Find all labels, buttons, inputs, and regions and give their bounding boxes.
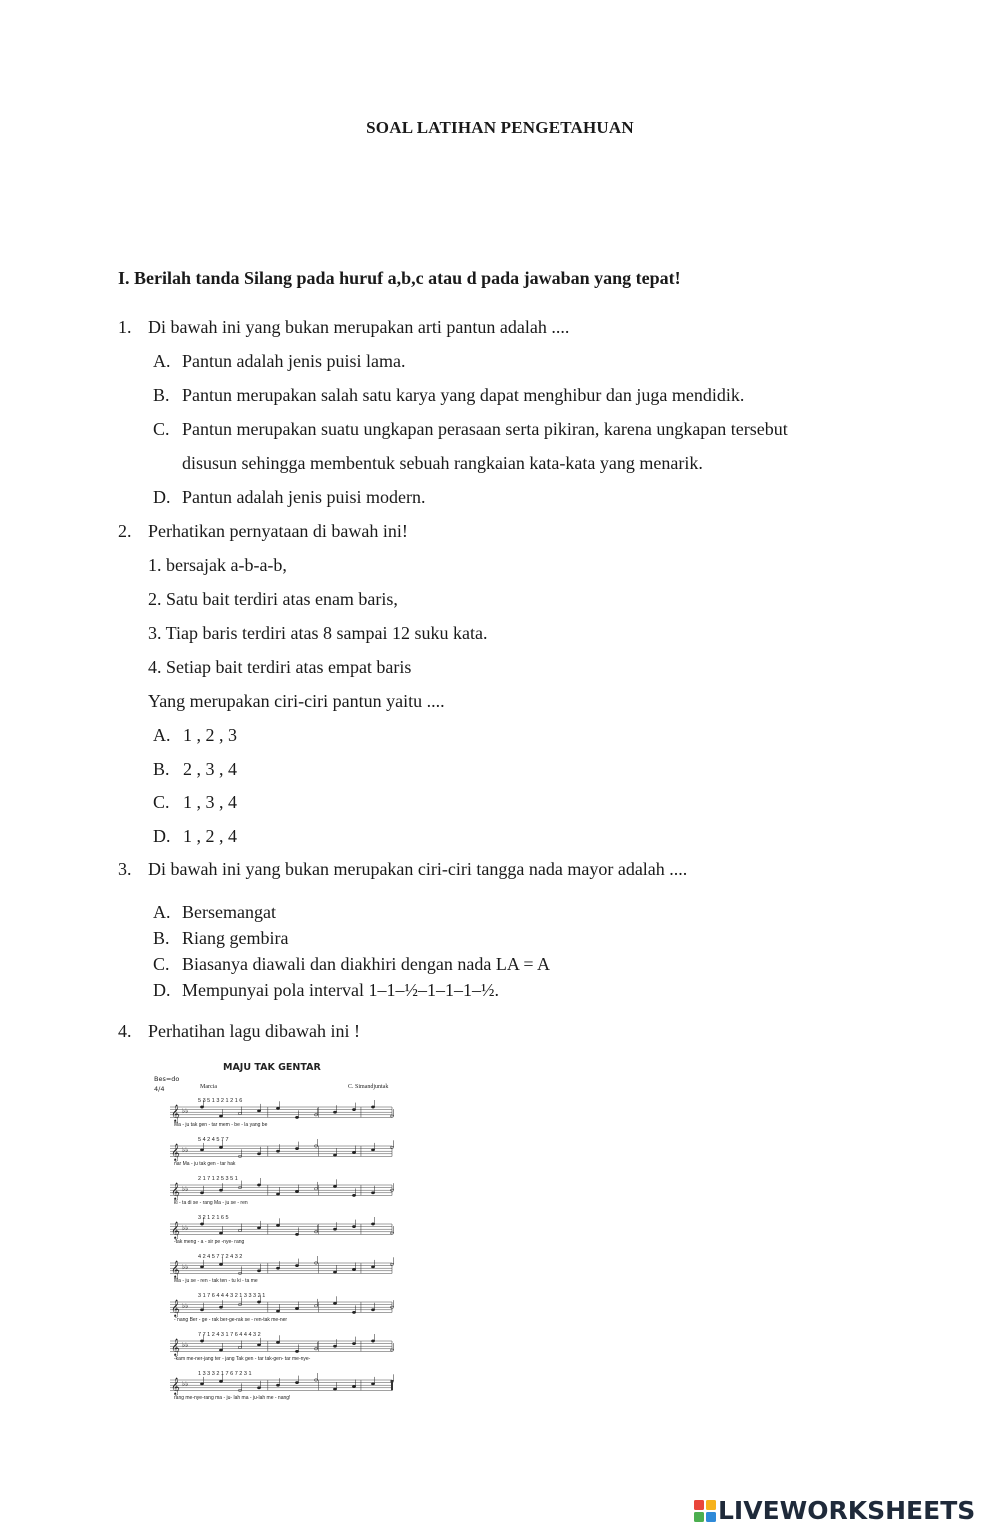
treble-clef-icon: 𝄞 bbox=[171, 1143, 180, 1161]
q2-option-letter[interactable]: C. bbox=[153, 792, 170, 812]
note-head bbox=[219, 1380, 222, 1382]
note-head bbox=[295, 1307, 298, 1309]
q2-option-letter[interactable]: D. bbox=[153, 826, 171, 846]
q1-text: Di bawah ini yang bukan merupakan arti pantun adalah .... bbox=[148, 317, 570, 337]
treble-clef-icon: 𝄞 bbox=[171, 1260, 180, 1278]
q3-option-letter[interactable]: B. bbox=[153, 928, 170, 948]
q3-option-letter[interactable]: A. bbox=[153, 902, 171, 922]
note-head bbox=[314, 1188, 317, 1190]
q1-option-text: Pantun adalah jenis puisi lama. bbox=[182, 351, 406, 371]
sheet-music bbox=[148, 1055, 398, 1415]
treble-clef-icon: 𝄞 bbox=[171, 1182, 180, 1200]
staff-lyrics: Ma - ju tak gen - tar mem - be - la yang be bbox=[174, 1122, 268, 1128]
note-head bbox=[219, 1349, 222, 1351]
note-head bbox=[333, 1345, 336, 1347]
flat-icon: ♭♭ bbox=[182, 1224, 189, 1232]
q2-statement: 1. bersajak a-b-a-b, bbox=[148, 555, 287, 575]
note-head bbox=[333, 1228, 336, 1230]
note-head bbox=[257, 1301, 260, 1303]
note-head bbox=[276, 1341, 279, 1343]
q2-statement: 4. Setiap bait terdiri atas empat baris bbox=[148, 657, 412, 677]
note-head bbox=[257, 1387, 260, 1389]
note-head bbox=[295, 1116, 298, 1118]
note-head bbox=[276, 1193, 279, 1195]
q3-option-text: Riang gembira bbox=[182, 928, 289, 948]
note-head bbox=[371, 1149, 374, 1151]
staff-lyrics: - nang Ber - ge - rak ber-ge-rak se - ren-tak me-ner bbox=[174, 1317, 288, 1323]
q3-number: 3. bbox=[118, 859, 132, 879]
q2-option-text: 1 , 2 , 3 bbox=[183, 725, 237, 745]
staff-numbers: 2 1 7 1 2 5 3 5 1 bbox=[198, 1176, 238, 1182]
q3-option-text: Biasanya diawali dan diakhiri dengan nada LA = A bbox=[182, 954, 551, 974]
q2-option-text: 1 , 3 , 4 bbox=[183, 792, 237, 812]
staff-numbers: 5 3 5 1 3 2 1 2 1 6 bbox=[198, 1098, 243, 1104]
q3-text: Di bawah ini yang bukan merupakan ciri-ciri tangga nada mayor adalah .... bbox=[148, 859, 688, 879]
note-head bbox=[257, 1270, 260, 1272]
staff-lyrics: rang me-nye-rang ma - ju- lah ma - ju-lah me - nang! bbox=[174, 1395, 291, 1401]
staff-row bbox=[170, 1215, 394, 1245]
song-key: Bes=do bbox=[154, 1075, 180, 1083]
staff-numbers: 7 7 1 2 4 3 1 7 6 4 4 4 3 2 bbox=[198, 1332, 261, 1338]
q3-option-text: Bersemangat bbox=[182, 902, 276, 922]
q2-prompt: Yang merupakan ciri-ciri pantun yaitu .... bbox=[148, 691, 445, 711]
note-head bbox=[200, 1106, 203, 1108]
q2-option-letter[interactable]: B. bbox=[153, 759, 170, 779]
staves bbox=[170, 1098, 394, 1401]
note-head bbox=[352, 1151, 355, 1153]
staff-lyrics: ki - ta di se - rang Ma - ju se - ren bbox=[174, 1200, 248, 1206]
page-title: SOAL LATIHAN PENGETAHUAN bbox=[366, 118, 634, 137]
note-head bbox=[333, 1111, 336, 1113]
staff-numbers: 5 4 2 4 5 7 7 bbox=[198, 1137, 229, 1143]
song-tempo: Marcia bbox=[200, 1084, 217, 1090]
liveworksheets-logo-icon bbox=[693, 1499, 717, 1523]
staff-row bbox=[170, 1371, 394, 1401]
note-head bbox=[352, 1311, 355, 1313]
q1-option-letter[interactable]: A. bbox=[153, 351, 171, 371]
note-head bbox=[238, 1229, 241, 1231]
staff-numbers: 1 3 3 3 2 1 7 6 7 2 3 1 bbox=[198, 1371, 252, 1377]
q2-statement: 3. Tiap baris terdiri atas 8 sampai 12 suku kata. bbox=[148, 623, 488, 643]
staff-lyrics: nar Ma - ju tak gen - tar hak bbox=[174, 1161, 236, 1167]
treble-clef-icon: 𝄞 bbox=[171, 1104, 180, 1122]
note-head bbox=[371, 1106, 374, 1108]
q2-statement: 2. Satu bait terdiri atas enam baris, bbox=[148, 589, 398, 609]
q3-option-text: Mempunyai pola interval 1–1–½–1–1–1–½. bbox=[182, 980, 499, 1000]
q2-option-text: 2 , 3 , 4 bbox=[183, 759, 237, 779]
staff-numbers: 3 1 7 6 4 4 4 3 2 1 3 3 3 2 1 bbox=[198, 1293, 266, 1299]
note-head bbox=[352, 1108, 355, 1110]
note-head bbox=[333, 1271, 336, 1273]
note-head bbox=[200, 1192, 203, 1194]
staff-numbers: 4 2 4 5 7 7 2 4 3 2 bbox=[198, 1254, 243, 1260]
note-head bbox=[219, 1306, 222, 1308]
q1-option-letter[interactable]: B. bbox=[153, 385, 170, 405]
q2-option-letter[interactable]: A. bbox=[153, 725, 171, 745]
flat-icon: ♭♭ bbox=[182, 1146, 189, 1154]
note-head bbox=[333, 1302, 336, 1304]
note-head bbox=[219, 1189, 222, 1191]
q1-number: 1. bbox=[118, 317, 132, 337]
flat-icon: ♭♭ bbox=[182, 1107, 189, 1115]
q1-option-letter[interactable]: D. bbox=[153, 487, 171, 507]
q3-option-letter[interactable]: C. bbox=[153, 954, 170, 974]
staff-row bbox=[170, 1098, 394, 1128]
q2-number: 2. bbox=[118, 521, 132, 541]
flat-icon: ♭♭ bbox=[182, 1263, 189, 1271]
staff-row bbox=[170, 1254, 394, 1284]
liveworksheets-logo-text: LIVEWORKSHEETS bbox=[718, 1496, 976, 1525]
q3-option-letter[interactable]: D. bbox=[153, 980, 171, 1000]
note-head bbox=[295, 1350, 298, 1352]
note-head bbox=[371, 1383, 374, 1385]
flat-icon: ♭♭ bbox=[182, 1185, 189, 1193]
note-head bbox=[352, 1385, 355, 1387]
note-head bbox=[295, 1381, 298, 1383]
note-head bbox=[219, 1146, 222, 1148]
note-head bbox=[200, 1223, 203, 1225]
note-head bbox=[371, 1309, 374, 1311]
note-head bbox=[219, 1232, 222, 1234]
song-composer: C. Simandjuntak bbox=[348, 1084, 389, 1090]
note-head bbox=[295, 1190, 298, 1192]
note-head bbox=[276, 1107, 279, 1109]
note-head bbox=[276, 1267, 279, 1269]
q4-text: Perhatihan lagu dibawah ini ! bbox=[148, 1021, 360, 1041]
note-head bbox=[257, 1227, 260, 1229]
treble-clef-icon: 𝄞 bbox=[171, 1338, 180, 1356]
note-head bbox=[333, 1154, 336, 1156]
note-head bbox=[295, 1264, 298, 1266]
note-head bbox=[352, 1225, 355, 1227]
note-head bbox=[371, 1266, 374, 1268]
treble-clef-icon: 𝄞 bbox=[171, 1377, 180, 1395]
note-head bbox=[295, 1233, 298, 1235]
note-head bbox=[257, 1344, 260, 1346]
flat-icon: ♭♭ bbox=[182, 1341, 189, 1349]
staff-row bbox=[170, 1176, 394, 1206]
staff-numbers: 3 2 1 2 1 6 5 bbox=[198, 1215, 229, 1221]
note-head bbox=[200, 1149, 203, 1151]
q4-number: 4. bbox=[118, 1021, 132, 1041]
q1-option-text-cont: disusun sehingga membentuk sebuah rangkaian kata-kata yang menarik. bbox=[182, 453, 703, 473]
instruction: I. Berilah tanda Silang pada huruf a,b,c atau d pada jawaban yang tepat! bbox=[118, 268, 681, 288]
note-head bbox=[200, 1383, 203, 1385]
note-head bbox=[371, 1223, 374, 1225]
note-head bbox=[333, 1388, 336, 1390]
note-head bbox=[352, 1268, 355, 1270]
q1-option-letter[interactable]: C. bbox=[153, 419, 170, 439]
note-head bbox=[200, 1309, 203, 1311]
staff-row bbox=[170, 1332, 394, 1362]
staff-row bbox=[170, 1293, 394, 1323]
note-head bbox=[238, 1112, 241, 1114]
note-head bbox=[219, 1263, 222, 1265]
staff-lyrics: -tak meng - a - sir pe -nye- rang bbox=[174, 1239, 245, 1245]
note-head bbox=[352, 1194, 355, 1196]
note-head bbox=[276, 1224, 279, 1226]
treble-clef-icon: 𝄞 bbox=[171, 1299, 180, 1317]
song-title: MAJU TAK GENTAR bbox=[223, 1062, 321, 1073]
sheet-music-score bbox=[148, 1055, 398, 1415]
note-head bbox=[371, 1340, 374, 1342]
note-head bbox=[314, 1305, 317, 1307]
staff-lyrics: -kam me-ner-jang ter - jang Tak gen - tar tak-gen- tar me-nye- bbox=[174, 1356, 311, 1362]
note-head bbox=[238, 1346, 241, 1348]
staff-lyrics: Ma - ju se - ren - tak ten - tu ki - ta me bbox=[174, 1278, 258, 1284]
note-head bbox=[276, 1384, 279, 1386]
q1-option-text: Pantun merupakan suatu ungkapan perasaan serta pikiran, karena ungkapan tersebut bbox=[182, 419, 788, 439]
note-head bbox=[276, 1150, 279, 1152]
note-head bbox=[276, 1310, 279, 1312]
note-head bbox=[200, 1340, 203, 1342]
q1-option-text: Pantun adalah jenis puisi modern. bbox=[182, 487, 426, 507]
note-head bbox=[257, 1153, 260, 1155]
treble-clef-icon: 𝄞 bbox=[171, 1221, 180, 1239]
note-head bbox=[333, 1185, 336, 1187]
note-head bbox=[257, 1110, 260, 1112]
q1-option-text: Pantun merupakan salah satu karya yang dapat menghibur dan juga mendidik. bbox=[182, 385, 745, 405]
q2-option-text: 1 , 2 , 4 bbox=[183, 826, 237, 846]
song-meter: 4/4 bbox=[154, 1085, 165, 1093]
note-head bbox=[371, 1192, 374, 1194]
staff-row bbox=[170, 1137, 394, 1167]
note-head bbox=[295, 1147, 298, 1149]
q2-text: Perhatikan pernyataan di bawah ini! bbox=[148, 521, 408, 541]
note-head bbox=[219, 1115, 222, 1117]
note-head bbox=[352, 1342, 355, 1344]
flat-icon: ♭♭ bbox=[182, 1302, 189, 1310]
note-head bbox=[200, 1266, 203, 1268]
flat-icon: ♭♭ bbox=[182, 1380, 189, 1388]
note-head bbox=[257, 1184, 260, 1186]
